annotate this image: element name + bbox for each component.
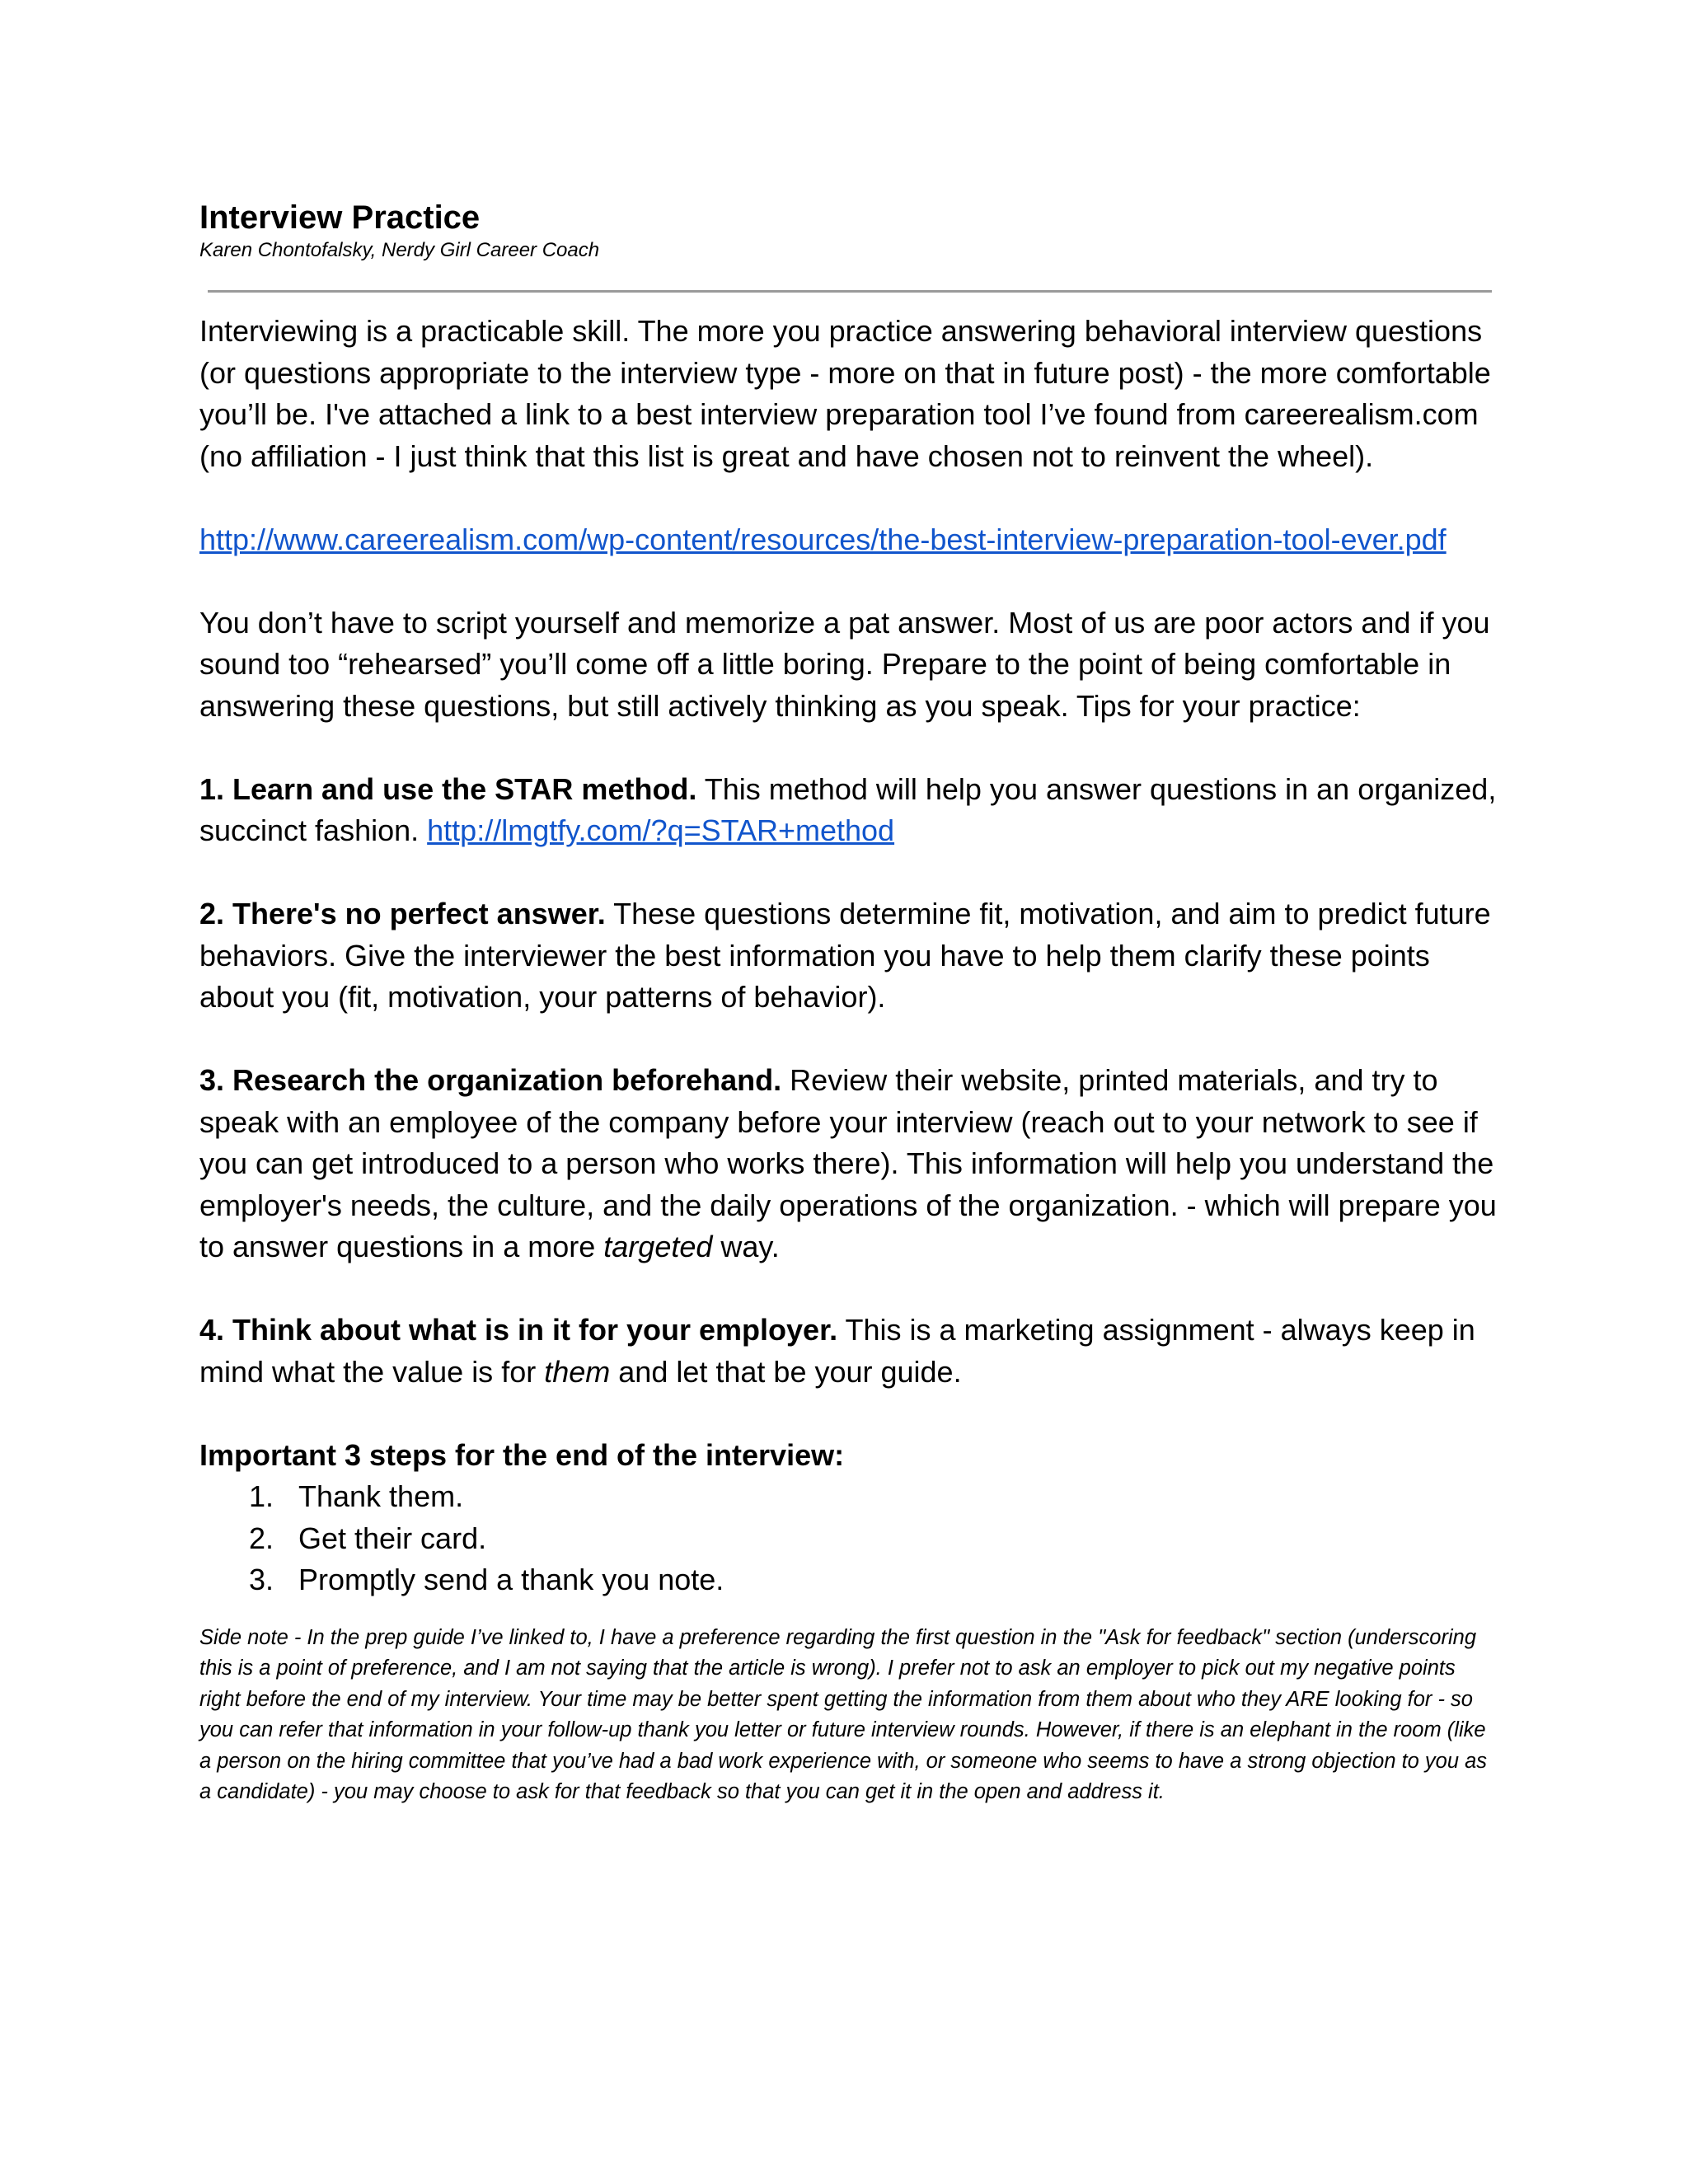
list-item-text: Promptly send a thank you note.: [298, 1563, 724, 1596]
tip-3: [199, 1060, 1502, 1268]
intro-paragraph: Interviewing is a practicable skill. The more you practice answering behavioral interview questions (or questions appropriate to the interview type - more on that in future post) - the more comfortable you’ll be. I've attached a link to a best interview preparation tool I’ve found from careerealism.com (no affiliation - I just think that this list is great and have chosen not to reinvent the wheel).: [199, 314, 1491, 473]
list-item-text: Thank them.: [298, 1479, 464, 1513]
tip-4-text: This is a marketing assignment - always keep in mind what the value is for: [199, 1313, 1475, 1389]
author-byline: Karen Chontofalsky, Nerdy Girl Career Coach: [199, 239, 600, 261]
tip-1-heading: 1. Learn and use the STAR method.: [199, 771, 697, 806]
list-item-number: 3.: [249, 1563, 274, 1596]
tip-3-heading: 3. Research the organization beforehand.: [199, 1063, 782, 1097]
resource-link-paragraph: [199, 519, 1502, 561]
end-steps-list: [199, 1476, 1502, 1601]
list-item-number: 1.: [249, 1479, 274, 1513]
tip-2-text: These questions determine fit, motivation, and aim to predict future behaviors. Give the interviewer the best information you have to help them clarify these points about you (fit, motivation, your patterns of behavior).: [199, 897, 1491, 1014]
tip-4-text-after: and let that be your guide.: [618, 1354, 962, 1389]
star-method-link[interactable]: http://lmgtfy.com/?q=STAR+method: [427, 813, 895, 847]
side-note: Side note - In the prep guide I’ve linked to, I have a preference regarding the first question in the "Ask for feedback" section (underscoring this is a point of preference, and I am not saying that the article is wrong). I prefer not to ask an employer to pick out my negative points right before the end of my interview. Your time may be better spent getting the information from them about who they ARE looking for - so you can refer that information in your follow-up thank you letter or future interview rounds. However, if there is an elephant in the room (like a person on the hiring committee that you’ve had a bad work experience with, or someone who seems to have a strong objection to you as a candidate) - you may choose to ask for that feedback so that you can get it in the open and address it.: [199, 1625, 1488, 1803]
tip-3-text: Review their website, printed materials, and try to speak with an employee of the company before your interview (reach out to your network to see if you can get introduced to a person who works there). This information will help you understand the employer's needs, the culture, and the daily operations of the organization. - which will prepare you to answer questions in a more: [199, 1063, 1497, 1263]
resource-link[interactable]: http://www.careerealism.com/wp-content/resources/the-best-interview-preparation-tool-ever.pdf: [199, 522, 1447, 556]
tip-1-text: This method will help you answer questions in an organized, succinct fashion.: [199, 771, 1497, 847]
tip-3-text-after: way.: [720, 1230, 780, 1263]
tip-4-emphasis: them: [544, 1354, 611, 1389]
tip-2-heading: 2. There's no perfect answer.: [199, 897, 606, 930]
end-steps-heading: Important 3 steps for the end of the interview:: [199, 1437, 845, 1472]
list-item-number: 2.: [249, 1521, 274, 1555]
list-item-text: Get their card.: [298, 1521, 487, 1555]
tip-4: [199, 1310, 1502, 1393]
page-title: Interview Practice: [199, 199, 481, 236]
tip-1: [199, 769, 1502, 852]
tip-3-emphasis: targeted: [603, 1230, 713, 1263]
horizontal-divider: [208, 290, 1492, 293]
tip-2: [199, 893, 1502, 1019]
list-item: [199, 1559, 1502, 1601]
document-body: [199, 311, 1502, 1601]
list-item: [199, 1476, 1502, 1518]
document-content: [199, 198, 1502, 1808]
list-item: [199, 1518, 1502, 1560]
tip-4-heading: 4. Think about what is in it for your employer.: [199, 1313, 838, 1347]
scripting-paragraph: You don’t have to script yourself and memorize a pat answer. Most of us are poor actors and if you sound too “rehearsed” you’ll come off a little boring. Prepare to the point of being comfortable in answering these questions, but still actively thinking as you speak. Tips for your practice:: [199, 605, 1490, 723]
